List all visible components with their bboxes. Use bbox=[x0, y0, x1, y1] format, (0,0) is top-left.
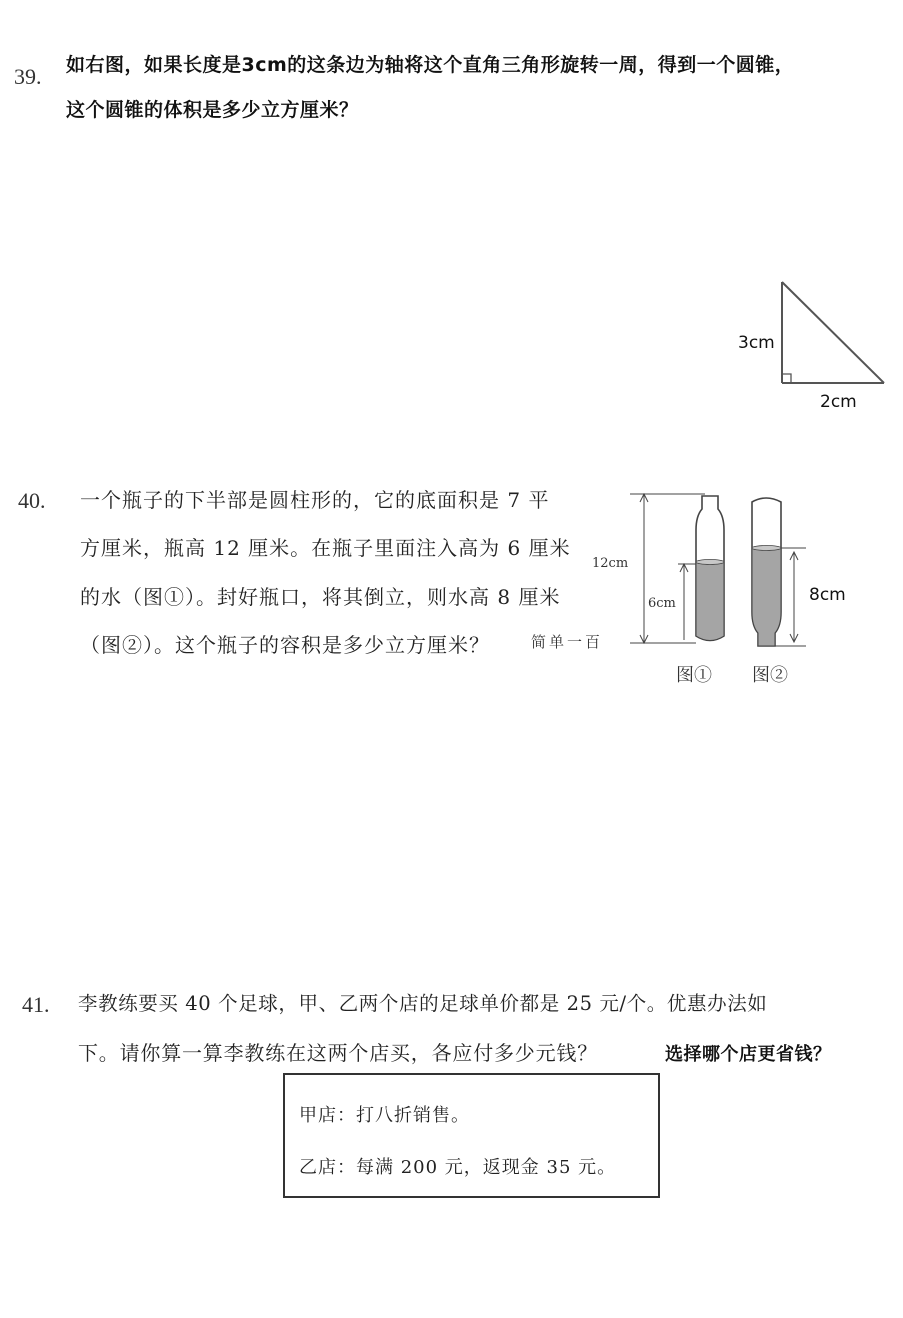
q41-shop-b: 乙店：每满 200 元，返现金 35 元。 bbox=[299, 1157, 617, 1178]
q40-text-line1: 一个瓶子的下半部是圆柱形的，它的底面积是 7 平 bbox=[80, 488, 550, 512]
q41-number: 41. bbox=[22, 992, 50, 1017]
q39-text-line1: 如右图，如果长度是3cm的这条边为轴将这个直角三角形旋转一周，得到一个圆锥， bbox=[66, 54, 795, 76]
q40-text-line3: 的水（图①）。封好瓶口，将其倒立，则水高 8 厘米 bbox=[80, 585, 561, 609]
q40-caption-fig1: 图① bbox=[676, 665, 712, 686]
q41-text-line2b: 选择哪个店更省钱？ bbox=[665, 1044, 832, 1065]
q40-text-line4: （图②）。这个瓶子的容积是多少立方厘米？ bbox=[80, 633, 490, 657]
q40-label-8cm: 8cm bbox=[809, 585, 846, 605]
q41-text-line2a: 下。请你算一算李教练在这两个店买，各应付多少元钱？ bbox=[78, 1041, 598, 1065]
q39-text-line2: 这个圆锥的体积是多少立方厘米？ bbox=[66, 99, 359, 121]
q39-label-2cm: 2cm bbox=[820, 392, 857, 412]
q41-text-line1: 李教练要买 40 个足球，甲、乙两个店的足球单价都是 25 元/个。优惠办法如 bbox=[78, 992, 768, 1015]
q40-number: 40. bbox=[18, 488, 46, 513]
q39-number: 39. bbox=[14, 64, 42, 89]
q40-watermark: 简单一百 bbox=[531, 633, 604, 651]
q40-text-line2: 方厘米，瓶高 12 厘米。在瓶子里面注入高为 6 厘米 bbox=[80, 536, 571, 560]
q41-shop-a: 甲店：打八折销售。 bbox=[299, 1105, 470, 1126]
q39-label-3cm: 3cm bbox=[738, 333, 775, 353]
q40-label-12cm: 12cm bbox=[592, 556, 629, 571]
q40-caption-fig2: 图② bbox=[752, 665, 788, 686]
q40-label-6cm: 6cm bbox=[648, 596, 676, 611]
q41-discount-box bbox=[283, 1073, 660, 1198]
